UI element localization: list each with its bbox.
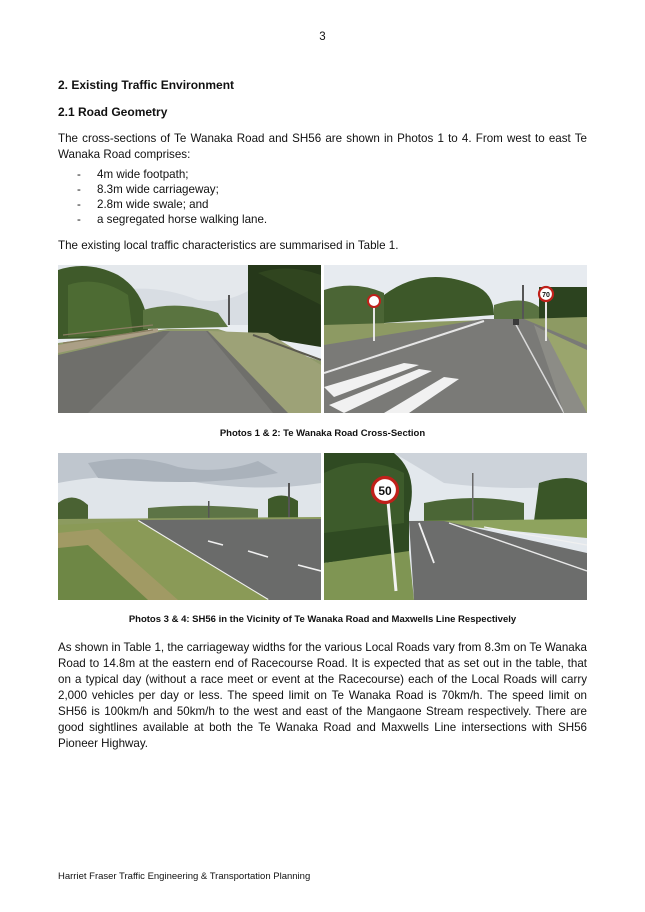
subsection-heading: 2.1 Road Geometry [58,105,168,119]
photo-2 [324,265,587,413]
photo-1 [58,265,321,413]
bullet-dash: - [77,198,81,211]
bullet-dash: - [77,183,81,196]
photos-1-2-caption: Photos 1 & 2: Te Wanaka Road Cross-Section [219,428,426,439]
list-item-text: a segregated horse walking lane. [97,213,268,226]
list-item [58,197,578,212]
list-item-text: 4m wide footpath; [97,168,189,181]
speed-sign-70-label: 70 [542,292,550,299]
list-item-text: 2.8m wide swale; and [97,198,209,211]
footer: Harriet Fraser Traffic Engineering & Transportation Planning [58,871,311,882]
intro-paragraph: The cross-sections of Te Wanaka Road and SH56 are shown in Photos 1 to 4. From west to east Te Wanaka Road comprises: [58,132,587,161]
table-reference-paragraph: The existing local traffic characteristics are summarised in Table 1. [58,239,399,252]
page-number: 3 [319,31,326,43]
photo-4 [324,453,587,600]
list-item [58,167,578,182]
body-paragraph: As shown in Table 1, the carriageway widths for the various Local Roads vary from 8.3m on Te Wanaka Road to 14.8m at the eastern end of Racecourse Road. It is expected that as set out in the table, that on a typical day (without a race meet or event at the Racecourse) each of the Local Roads will carry 2,000 vehicles per day or less. The speed limit on Te Wanaka Road is 70km/h. The speed limit on SH56 is 100km/h and 50km/h to the west and east of the Mangaone Stream respectively. There are good sightlines available at both the Te Wanaka Road and Maxwells Line intersections with SH56 Pioneer Highway. [58,641,587,750]
list-item-text: 8.3m wide carriageway; [97,183,219,196]
bullet-list [58,167,578,227]
list-item [58,212,578,227]
section-heading: 2. Existing Traffic Environment [58,78,235,92]
photo-3 [58,453,321,600]
bullet-dash: - [77,213,81,226]
bullet-dash: - [77,168,81,181]
list-item [58,182,578,197]
photos-3-4-caption: Photos 3 & 4: SH56 in the Vicinity of Te Wanaka Road and Maxwells Line Respectively [128,614,517,625]
speed-sign-50-label: 50 [378,484,392,498]
